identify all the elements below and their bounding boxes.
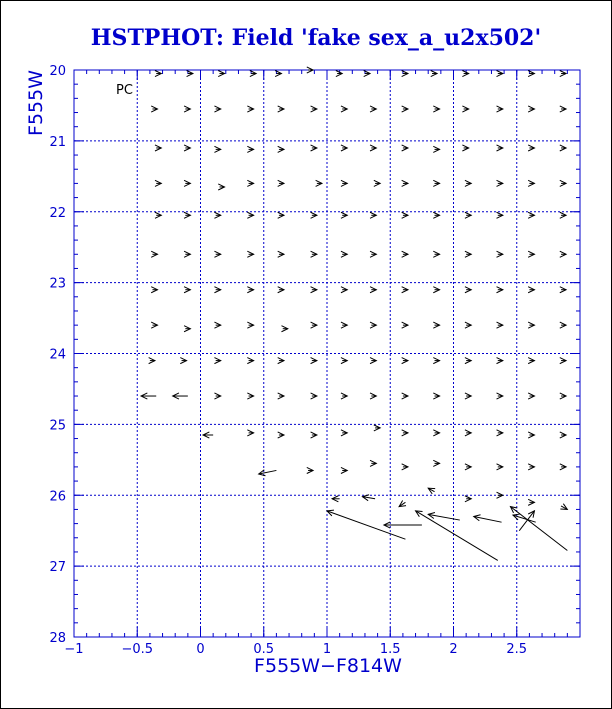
chart-title: HSTPHOT: Field 'fake sex_a_u2x502'	[90, 25, 542, 51]
x-tick-label: 2.5	[506, 642, 528, 657]
x-tick-label: 1	[322, 642, 332, 657]
x-tick-label: −1	[64, 642, 84, 657]
x-axis-label: F555W−F814W	[254, 655, 402, 677]
canvas-border	[1, 1, 612, 709]
y-axis-label: F555W	[25, 70, 47, 136]
y-tick-label: 27	[49, 560, 66, 576]
y-tick-label: 21	[49, 134, 66, 150]
y-tick-label: 20	[49, 64, 66, 79]
x-tick-label: 1.5	[379, 642, 401, 657]
y-tick-label: 22	[49, 205, 66, 221]
x-tick-label: −0.5	[121, 642, 154, 657]
x-tick-label: 0	[196, 642, 205, 657]
y-tick-label: 26	[49, 489, 66, 505]
panel-annotation: PC	[116, 83, 133, 98]
x-tick-label: 2	[449, 642, 458, 657]
y-tick-label: 25	[49, 418, 66, 434]
y-tick-label: 24	[49, 347, 66, 363]
y-tick-label: 23	[49, 276, 66, 292]
y-tick-label: 28	[49, 631, 66, 646]
x-tick-label: 0.5	[253, 642, 275, 657]
